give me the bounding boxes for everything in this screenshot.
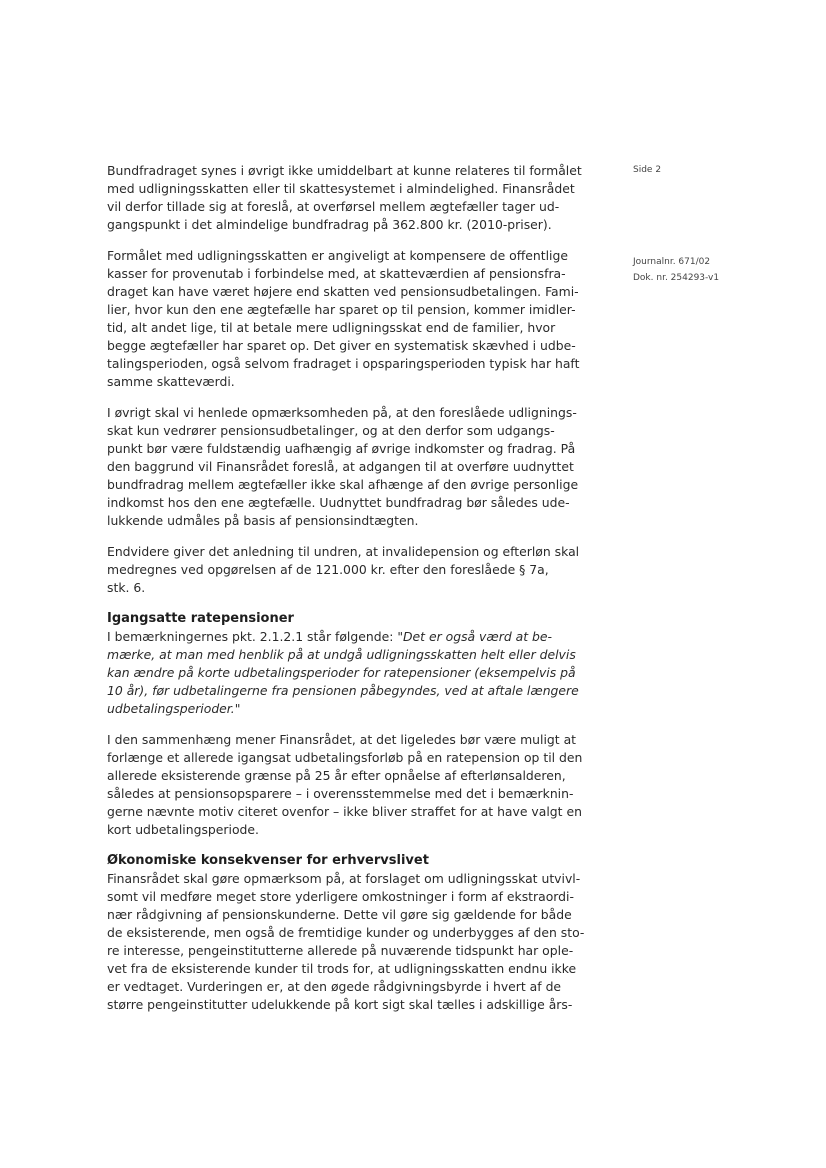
paragraph-sammenhaeng: I den sammenhæng mener Finansrådet, at det ligeledes bør være muligt at forlænge et allerede igangsat udbetalingsforløb på en ratepension op til den allerede eksisterende grænse på 25 år efter opnåelse af efterlønsalderen, således at pensionsopsparere – i overensstemmelse med det i bemærknin- gerne nævnte motiv citeret ovenfor – ikke bliver straffet for at have valgt en kort udbetalingsperiode. xyxy=(107,732,583,837)
page-number-label: Side 2 xyxy=(633,165,662,175)
document-reference xyxy=(633,254,783,286)
paragraph-bemaerkninger: I bemærkningernes pkt. 2.1.2.1 står følgende: "Det er også værd at be- mærke, at man med henblik på at undgå udligningsskatten helt eller delvis kan ændre på korte udbetalingsperioder for ratepensioner (eksempelvis på 10 år), før udbetalingerne fra pensionen påbegyndes, ved at aftale længere udbetalingsperioder." xyxy=(107,629,579,716)
paragraph-opmaerksomhed: I øvrigt skal vi henlede opmærksomheden på, at den foreslåede udlignings- skat kun vedrører pensionsudbetalinger, og at den derfor som udgangs- punkt bør være fuldstændig uafhængig af øvrige indkomster og fradrag. På den baggrund vil Finansrådet foreslå, at adgangen til at overføre uudnyttet bundfradrag mellem ægtefæller ikke skal afhænge af den øvrige personlige indkomst hos den ene ægtefælle. Uudnyttet bundfradrag bør således ude- lukkende udmåles på basis af pensionsindtægten. xyxy=(107,405,579,528)
section-heading-oekonomiske-konsekvenser: Økonomiske konsekvenser for erhvervslivet xyxy=(107,853,429,868)
paragraph-bundfradrag: Bundfradraget synes i øvrigt ikke umiddelbart at kunne relateres til formålet med udligningsskatten eller til skattesystemet i almindelighed. Finansrådet vil derfor tillade sig at foreslå, at overførsel mellem ægtefæller tager ud- gangspunkt i det almindelige bundfradrag på 362.800 kr. (2010-priser). xyxy=(107,163,582,232)
paragraph-omkostninger: Finansrådet skal gøre opmærksom på, at forslaget om udligningsskat utvivl- somt vil medføre meget store yderligere omkostninger i form af ekstraordi- nær rådgivning af pensionskunderne. Dette vil gøre sig gældende for både de eksisterende, men også de fremtidige kunder og underbygges af den sto- re interesse, pengeinstitutterne allerede på nuværende tidspunkt har ople- vet fra de eksisterende kunder til trods for, at udligningsskatten endnu ikke er vedtaget. Vurderingen er, at den øgede rådgivningsbyrde i hvert af de større pengeinstitutter udelukkende på kort sigt skal tælles i adskillige års- xyxy=(107,871,585,1012)
journal-number: Journalnr. 671/02 xyxy=(633,257,711,267)
paragraph-invalidepension: Endvidere giver det anledning til undren, at invalidepension og efterløn skal medregnes ved opgørelsen af de 121.000 kr. efter den foreslåede § 7a, stk. 6. xyxy=(107,544,580,595)
paragraph-formaal: Formålet med udligningsskatten er angiveligt at kompensere de offentlige kasser for provenutab i forbindelse med, at skatteværdien af pensionsfra- draget kan have været højere end skatten ved pensionsudbetalingen. Fami- lier, hvor kun den ene ægtefælle har sparet op til pension, kommer imidler- tid, alt andet lige, til at betale mere udligningsskat end de familier, hvor begge ægtefæller har sparet op. Det giver en systematisk skævhed i udbe- talingsperioden, også selvom fradraget i opsparingsperioden typisk har haft samme skatteværdi. xyxy=(107,248,580,389)
document-number: Dok. nr. 254293-v1 xyxy=(633,273,720,283)
body-text xyxy=(107,162,607,1027)
section-heading-ratepensioner: Igangsatte ratepensioner xyxy=(107,611,294,626)
